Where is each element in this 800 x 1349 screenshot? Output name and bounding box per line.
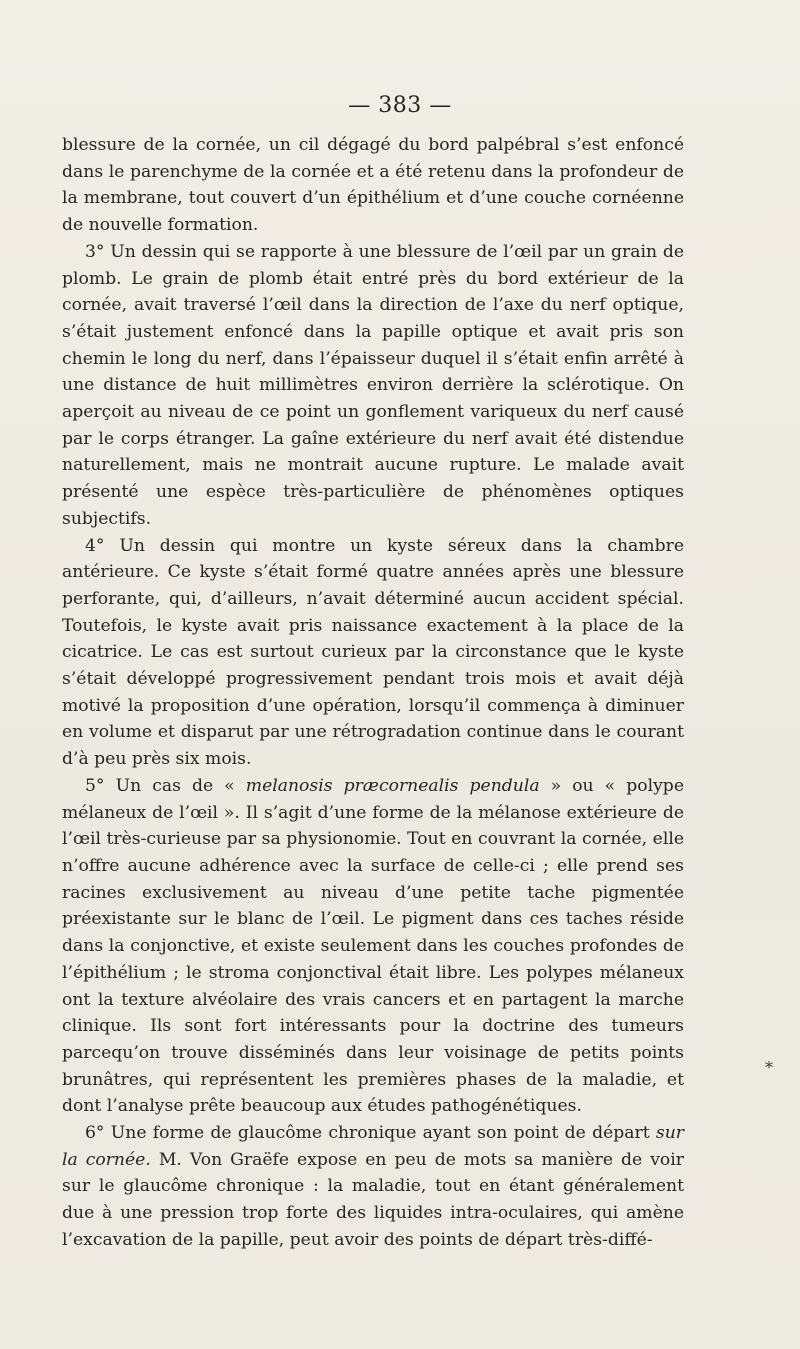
paragraph-item-6-italic: sur la cornée.: [62, 1123, 684, 1170]
paragraph-item-6: [62, 1120, 684, 1254]
paragraph-item-3: 3° Un dessin qui se rapporte à une blessure de l’œil par un grain de plomb. Le grain de plomb était entré près du bord extérieur de la cornée, avait traversé l’œil dans la direction de l’axe du nerf optique, s’était justement enfoncé dans la papille optique et avait pris son chemin le long du nerf, dans l’épaisseur duquel il s’était enfin arrêté à une distance de huit millimètres environ derrière la sclérotique. On aperçoit au niveau de ce point un gonflement variqueux du nerf causé par le corps étranger. La gaîne extérieure du nerf avait été distendue naturellement, mais ne montrait aucune rupture. Le malade avait présenté une espèce très-particulière de phénomènes optiques subjectifs.: [62, 241, 684, 529]
paragraph-item-5-italic: melanosis præcornealis pendula: [245, 775, 540, 796]
paragraph-item-6-text: 6° Une forme de glaucôme chronique ayant son point de départ: [85, 1123, 656, 1144]
body-text: [62, 132, 684, 1254]
paragraph-item-6-text-rest: M. Von Graëfe expose en peu de mots sa manière de voir sur le glaucôme chronique : la maladie, tout en étant généralement due à une pression trop forte des liquides intra-oculaires, qui amène l’excavation de la papille, peut avoir des points de départ très-diffé-: [62, 1149, 684, 1250]
page-number: — 383 —: [348, 93, 452, 118]
paragraph-item-5-text: 5° Un cas de «: [85, 775, 246, 796]
paragraph-item-5: [62, 773, 684, 1120]
paragraph-item-5-text-rest: » ou « polype mélaneux de l’œil ». Il s’agit d’une forme de la mélanose extérieure de l’œil très-curieuse par sa physionomie. Tout en couvrant la cornée, elle n’offre aucune adhérence avec la surface de celle-ci ; elle prend ses racines exclusivement au niveau d’une petite tache pigmentée préexistante sur le blanc de l’œil. Le pigment dans ces taches réside dans la conjonctive, et existe seulement dans les couches profondes de l’épithélium ; le stroma conjonctival était libre. Les polypes mélaneux ont la texture alvéolaire des vrais cancers et en partagent la marche clinique. Ils sont fort intéressants pour la doctrine des tumeurs parcequ’on trouve disséminés dans leur voisinage de petits points brunâtres, qui représentent les premières phases de la maladie, et dont l’analyse prête beaucoup aux études pathogénétiques.: [62, 775, 684, 1117]
paragraph-item-4: 4° Un dessin qui montre un kyste séreux dans la chambre antérieure. Ce kyste s’était formé quatre années après une blessure perforante, qui, d’ailleurs, n’avait déterminé aucun accident spécial. Toutefois, le kyste avait pris naissance exactement à la place de la cicatrice. Le cas est surtout curieux par la circonstance que le kyste s’était développé progressivement pendant trois mois et avait déjà motivé la proposition d’une opération, lorsqu’il commença à diminuer en volume et disparut par une rétrogradation continue dans le courant d’à peu près six mois.: [62, 535, 684, 770]
margin-mark: *: [765, 1058, 773, 1077]
paragraph-continuation: blessure de la cornée, un cil dégagé du bord palpébral s’est enfoncé dans le parenchyme de la cornée et a été retenu dans la profondeur de la membrane, tout couvert d’un épithélium et d’une couche cornéenne de nouvelle formation.: [62, 135, 684, 236]
